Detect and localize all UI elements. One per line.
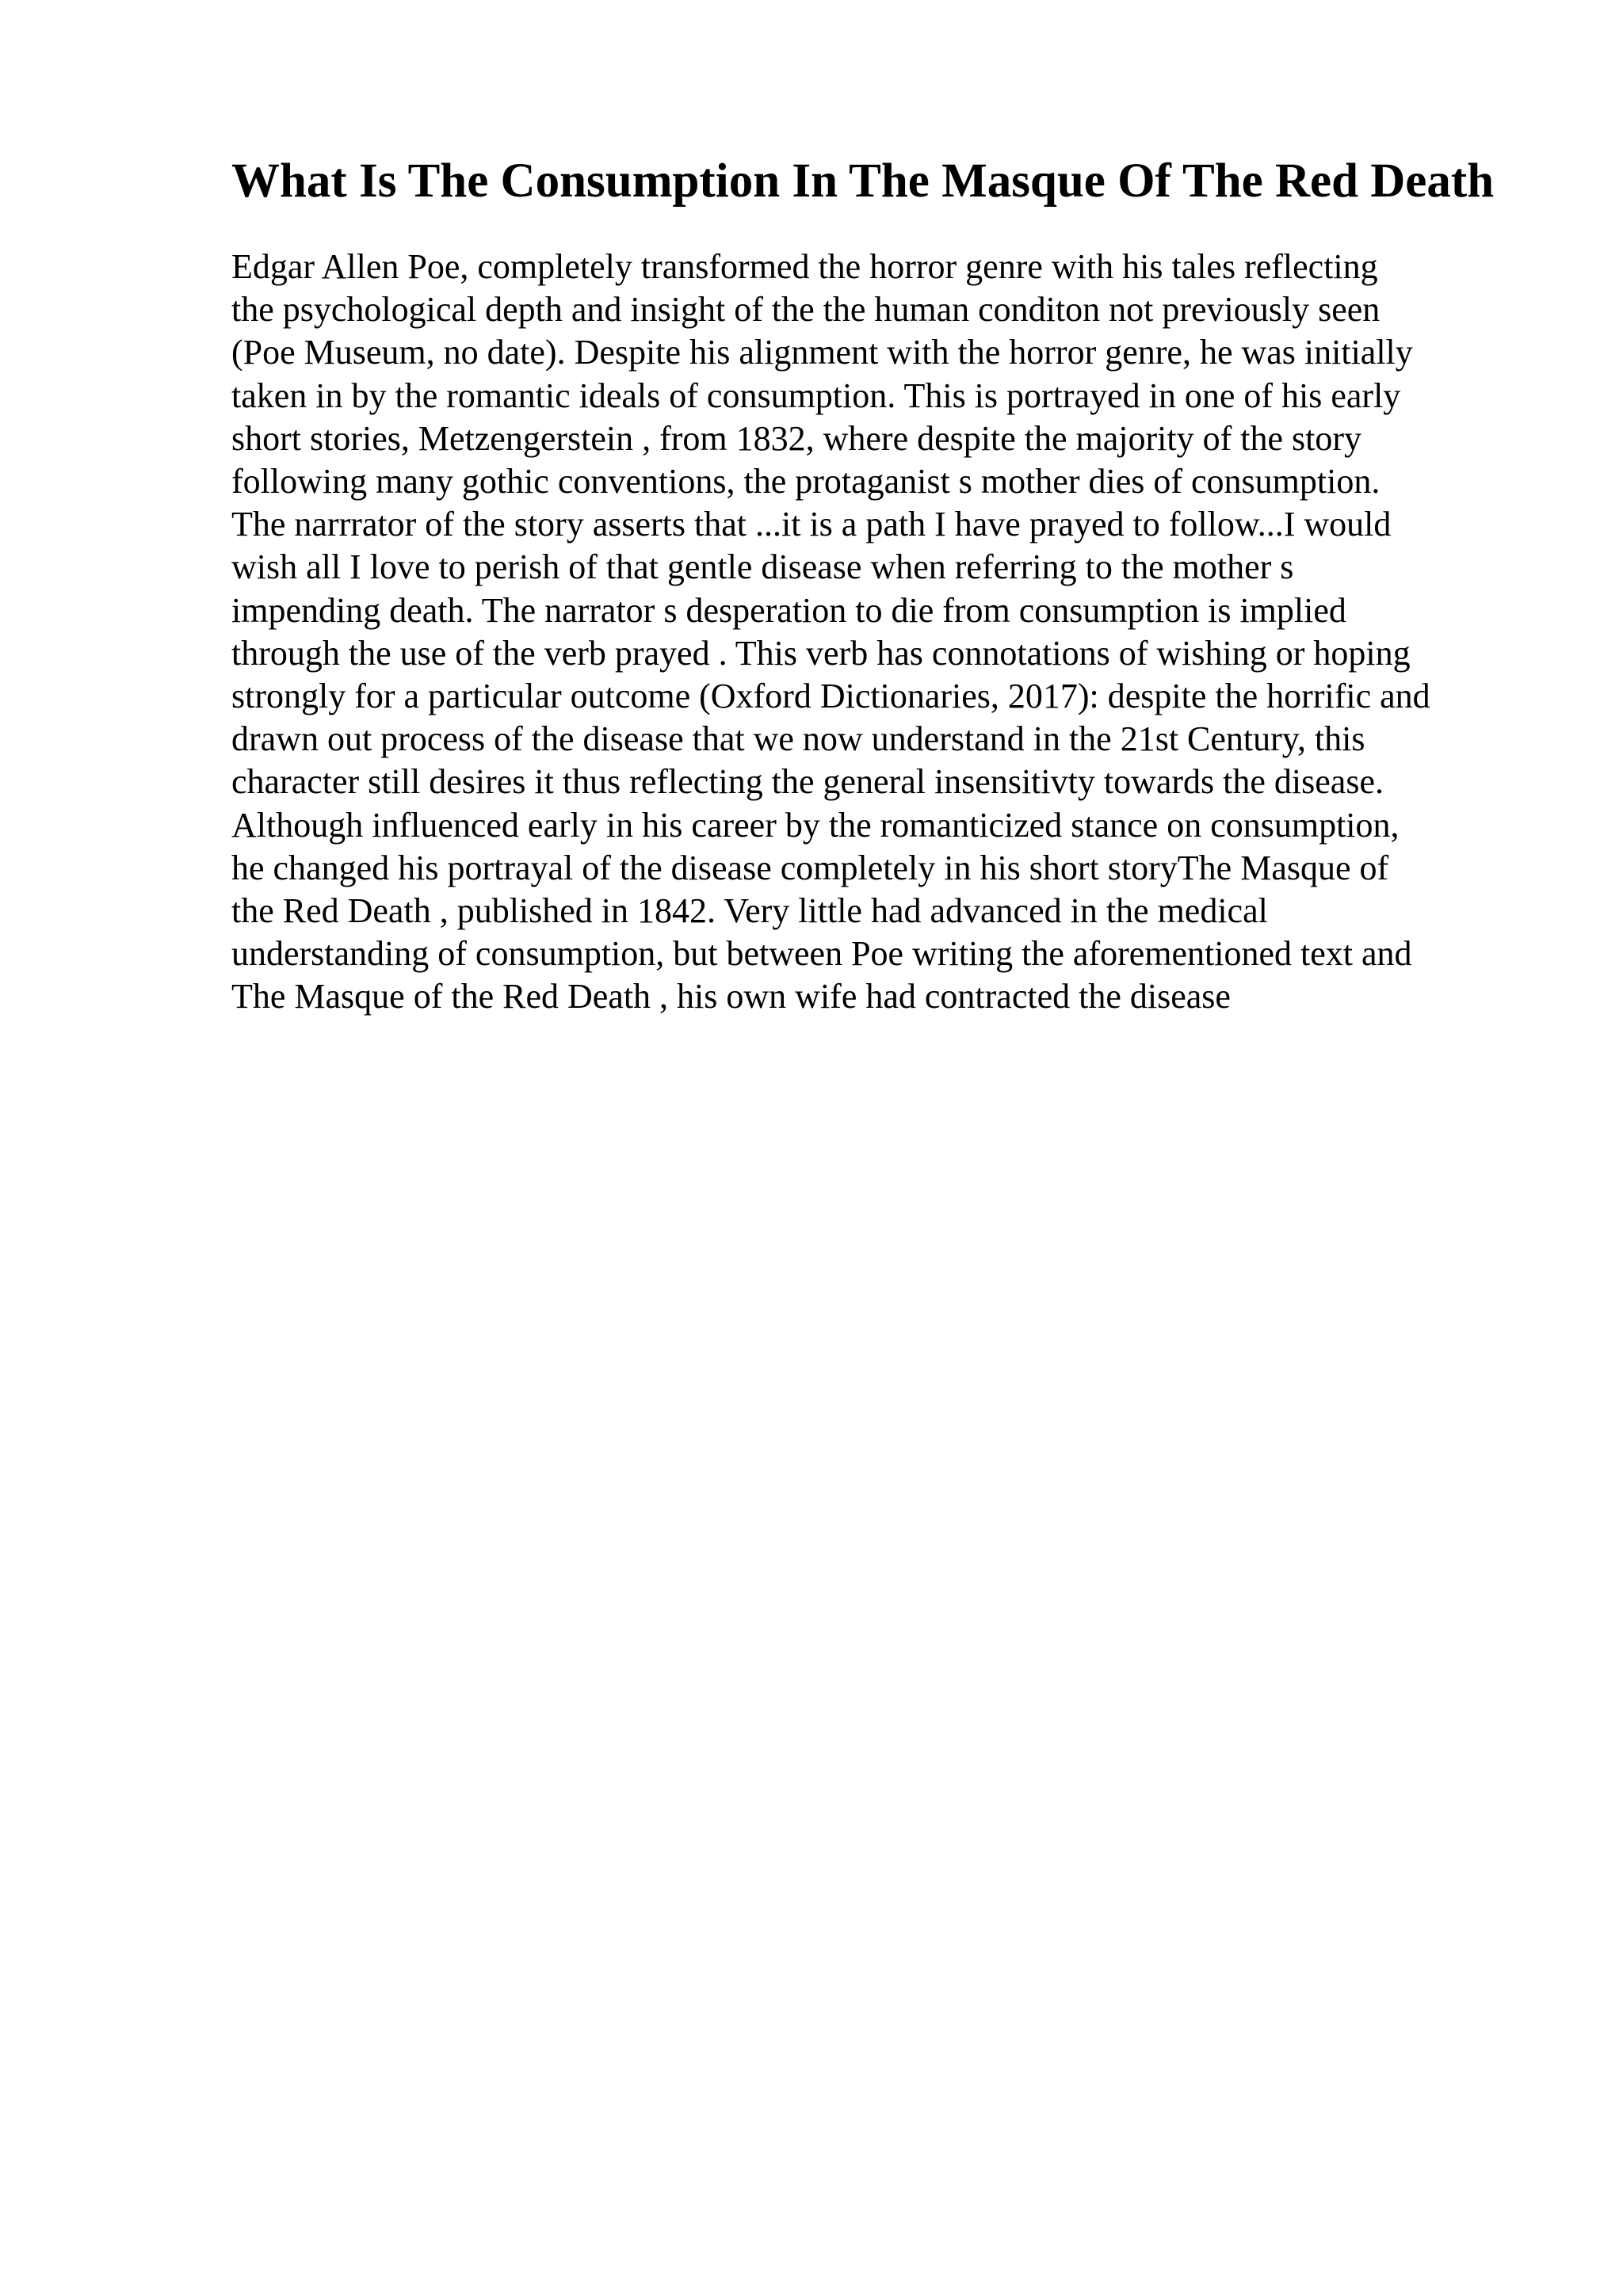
body-line: understanding of consumption, but between Poe writing the aforementioned text and	[231, 934, 1412, 974]
body-line: Edgar Allen Poe, completely transformed the horror genre with his tales reflecting	[231, 247, 1378, 286]
body-line: strongly for a particular outcome (Oxford Dictionaries, 2017): despite the horrific and	[231, 677, 1430, 716]
body-line: drawn out process of the disease that we now understand in the 21st Century, this	[231, 719, 1365, 759]
body-line: The narrrator of the story asserts that ...it is a path I have prayed to follow...I would	[231, 505, 1392, 544]
body-line: following many gothic conventions, the protaganist s mother dies of consumption.	[231, 462, 1381, 502]
body-line: (Poe Museum, no date). Despite his alignment with the horror genre, he was initially	[231, 333, 1413, 372]
body-line: wish all I love to perish of that gentle disease when referring to the mother s	[231, 547, 1294, 587]
body-line: Although influenced early in his career by the romanticized stance on consumption,	[231, 805, 1400, 845]
document-body	[231, 246, 1594, 1019]
body-line: he changed his portrayal of the disease completely in his short storyThe Masque of	[231, 848, 1389, 887]
body-line: through the use of the verb prayed . This verb has connotations of wishing or hoping	[231, 633, 1411, 673]
body-line: short stories, Metzengerstein , from 1832, where despite the majority of the story	[231, 418, 1361, 458]
body-line: The Masque of the Red Death , his own wife had contracted the disease	[231, 977, 1231, 1016]
body-line: taken in by the romantic ideals of consumption. This is portrayed in one of his early	[231, 376, 1401, 415]
body-line: the psychological depth and insight of the the human conditon not previously seen	[231, 290, 1381, 330]
body-line: character still desires it thus reflecting the general insensitivty towards the disease.	[231, 762, 1384, 802]
body-line: the Red Death , published in 1842. Very little had advanced in the medical	[231, 891, 1268, 931]
body-line: impending death. The narrator s desperation to die from consumption is implied	[231, 590, 1346, 630]
document-title: What Is The Consumption In The Masque Of The Red Death	[231, 154, 1495, 208]
